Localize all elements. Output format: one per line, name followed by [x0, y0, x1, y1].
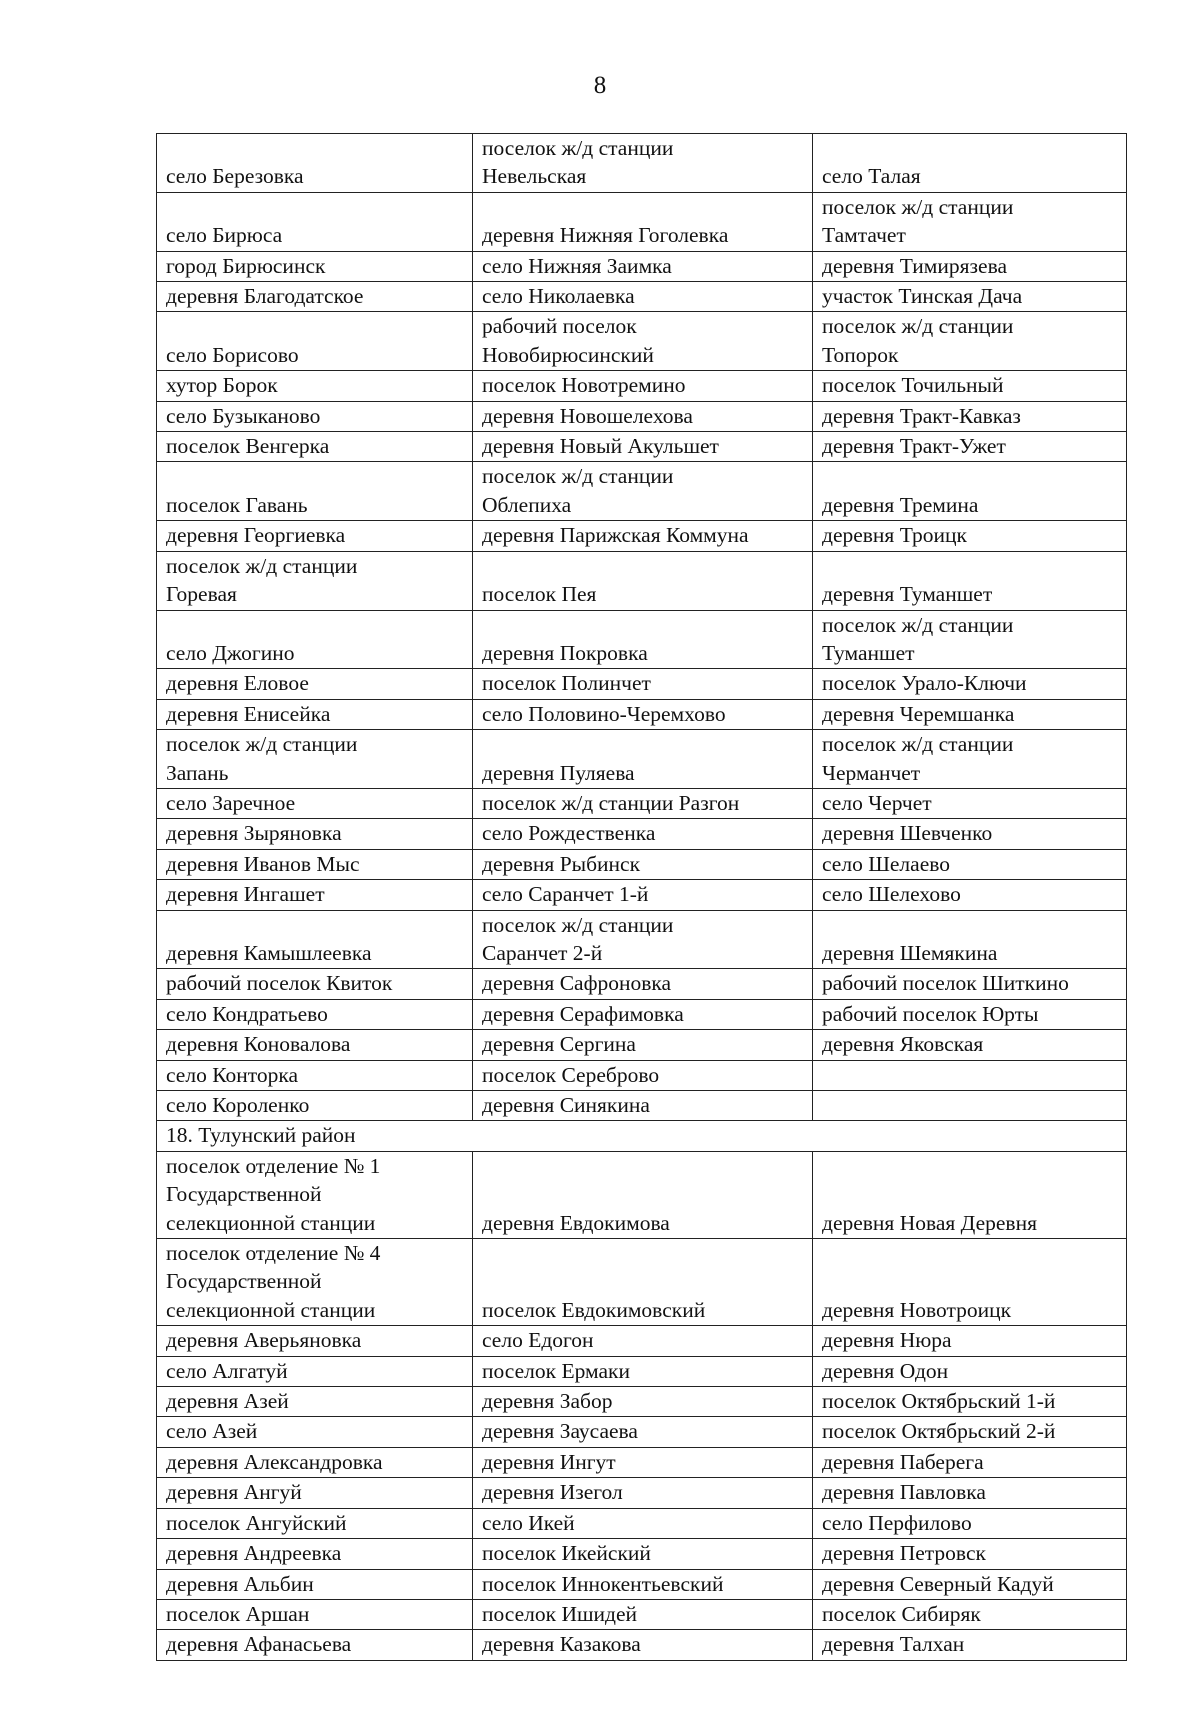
settlements-table-wrapper: [156, 133, 1126, 1661]
table-cell: деревня Туманшет: [813, 551, 1127, 610]
section-title: 18. Тулунский район: [157, 1121, 1127, 1151]
table-cell: деревня Евдокимова: [473, 1151, 813, 1238]
table-cell: деревня Камышлеевка: [157, 910, 473, 969]
table-row: [157, 1417, 1127, 1447]
table-cell: деревня Новый Акульшет: [473, 432, 813, 462]
table-row: [157, 312, 1127, 371]
table-cell: поселок ж/д станции Невельская: [473, 134, 813, 193]
table-row: [157, 880, 1127, 910]
table-cell: деревня Шевченко: [813, 819, 1127, 849]
table-cell: село Бузыканово: [157, 401, 473, 431]
settlements-table: [156, 133, 1127, 1661]
table-cell: деревня Ингашет: [157, 880, 473, 910]
table-cell: поселок ж/д станции Черманчет: [813, 730, 1127, 789]
table-cell: рабочий поселок Квиток: [157, 969, 473, 999]
table-row: [157, 610, 1127, 669]
table-cell: деревня Новая Деревня: [813, 1151, 1127, 1238]
table-row: [157, 669, 1127, 699]
table-cell: село Саранчет 1-й: [473, 880, 813, 910]
table-cell: рабочий поселок Новобирюсинский: [473, 312, 813, 371]
table-row: [157, 1630, 1127, 1660]
table-cell: деревня Аверьяновка: [157, 1326, 473, 1356]
table-cell: поселок Икейский: [473, 1539, 813, 1569]
table-cell: деревня Тремина: [813, 462, 1127, 521]
table-cell: деревня Афанасьева: [157, 1630, 473, 1660]
table-cell: рабочий поселок Юрты: [813, 999, 1127, 1029]
table-cell: поселок ж/д станции Тамтачет: [813, 192, 1127, 251]
table-cell: деревня Парижская Коммуна: [473, 521, 813, 551]
table-cell: деревня Паберега: [813, 1447, 1127, 1477]
table-cell: поселок ж/д станции Горевая: [157, 551, 473, 610]
table-row: [157, 1326, 1127, 1356]
table-row: [157, 1599, 1127, 1629]
table-cell: поселок Ангуйский: [157, 1508, 473, 1538]
table-cell: рабочий поселок Шиткино: [813, 969, 1127, 999]
table-cell: поселок Венгерка: [157, 432, 473, 462]
table-cell: деревня Нюра: [813, 1326, 1127, 1356]
table-cell: деревня Коновалова: [157, 1030, 473, 1060]
table-cell: поселок Гавань: [157, 462, 473, 521]
table-cell: поселок Сереброво: [473, 1060, 813, 1090]
table-cell: деревня Благодатское: [157, 282, 473, 312]
table-cell: деревня Тракт-Кавказ: [813, 401, 1127, 431]
table-row: [157, 462, 1127, 521]
table-row: [157, 1539, 1127, 1569]
table-cell: село Кондратьево: [157, 999, 473, 1029]
table-row: [157, 1478, 1127, 1508]
table-cell: деревня Черемшанка: [813, 699, 1127, 729]
table-cell: деревня Новошелехова: [473, 401, 813, 431]
table-cell: деревня Изегол: [473, 1478, 813, 1508]
table-cell: поселок ж/д станции Запань: [157, 730, 473, 789]
table-cell: деревня Петровск: [813, 1539, 1127, 1569]
table-cell: поселок ж/д станции Саранчет 2-й: [473, 910, 813, 969]
table-cell: участок Тинская Дача: [813, 282, 1127, 312]
table-cell: село Конторка: [157, 1060, 473, 1090]
table-cell: деревня Покровка: [473, 610, 813, 669]
table-row: [157, 1091, 1127, 1121]
table-row: [157, 1569, 1127, 1599]
table-cell: город Бирюсинск: [157, 251, 473, 281]
table-cell: село Шелаево: [813, 849, 1127, 879]
settlements-table-body: [157, 134, 1127, 1661]
table-row: [157, 969, 1127, 999]
table-cell: поселок Аршан: [157, 1599, 473, 1629]
table-cell: поселок ж/д станции Топорок: [813, 312, 1127, 371]
table-cell: село Азей: [157, 1417, 473, 1447]
table-cell: деревня Северный Кадуй: [813, 1569, 1127, 1599]
table-cell: деревня Иванов Мыс: [157, 849, 473, 879]
table-cell: деревня Альбин: [157, 1569, 473, 1599]
table-cell: деревня Азей: [157, 1387, 473, 1417]
table-cell: деревня Троицк: [813, 521, 1127, 551]
table-cell: деревня Андреевка: [157, 1539, 473, 1569]
table-row: [157, 371, 1127, 401]
table-cell: деревня Талхан: [813, 1630, 1127, 1660]
table-cell: деревня Рыбинск: [473, 849, 813, 879]
table-cell: деревня Казакова: [473, 1630, 813, 1660]
table-cell: деревня Енисейка: [157, 699, 473, 729]
table-cell: деревня Сафроновка: [473, 969, 813, 999]
table-row: [157, 1030, 1127, 1060]
table-row: [157, 282, 1127, 312]
table-row: [157, 1151, 1127, 1238]
table-cell: поселок Ишидей: [473, 1599, 813, 1629]
table-row: [157, 1508, 1127, 1538]
table-cell: поселок Октябрьский 1-й: [813, 1387, 1127, 1417]
table-cell: село Перфилово: [813, 1508, 1127, 1538]
table-cell: деревня Яковская: [813, 1030, 1127, 1060]
table-cell: поселок ж/д станции Облепиха: [473, 462, 813, 521]
table-cell: деревня Одон: [813, 1356, 1127, 1386]
table-cell: деревня Заусаева: [473, 1417, 813, 1447]
table-cell: [813, 1060, 1127, 1090]
table-cell: село Рождественка: [473, 819, 813, 849]
table-cell: село Алгатуй: [157, 1356, 473, 1386]
table-cell: поселок Октябрьский 2-й: [813, 1417, 1127, 1447]
table-cell: поселок Сибиряк: [813, 1599, 1127, 1629]
table-cell: поселок Ермаки: [473, 1356, 813, 1386]
table-cell: село Борисово: [157, 312, 473, 371]
table-row: [157, 849, 1127, 879]
table-row: [157, 1060, 1127, 1090]
table-cell: село Талая: [813, 134, 1127, 193]
table-row: [157, 1356, 1127, 1386]
table-cell: поселок ж/д станции Туманшет: [813, 610, 1127, 669]
table-cell: поселок отделение № 1 Государственной селекционной станции: [157, 1151, 473, 1238]
table-cell: село Джогино: [157, 610, 473, 669]
table-cell: поселок Новотремино: [473, 371, 813, 401]
table-cell: село Нижняя Заимка: [473, 251, 813, 281]
table-cell: поселок отделение № 4 Государственной селекционной станции: [157, 1239, 473, 1326]
table-cell: деревня Нижняя Гоголевка: [473, 192, 813, 251]
table-cell: поселок Полинчет: [473, 669, 813, 699]
table-cell: село Короленко: [157, 1091, 473, 1121]
table-cell: деревня Александровка: [157, 1447, 473, 1477]
table-row: [157, 551, 1127, 610]
table-row: [157, 1239, 1127, 1326]
table-cell: деревня Тракт-Ужет: [813, 432, 1127, 462]
table-cell: деревня Сергина: [473, 1030, 813, 1060]
table-cell: село Березовка: [157, 134, 473, 193]
table-cell: поселок Урало-Ключи: [813, 669, 1127, 699]
table-row: [157, 1387, 1127, 1417]
table-cell: село Николаевка: [473, 282, 813, 312]
table-row: [157, 819, 1127, 849]
table-cell: деревня Георгиевка: [157, 521, 473, 551]
table-cell: поселок Пея: [473, 551, 813, 610]
table-cell: поселок ж/д станции Разгон: [473, 788, 813, 818]
table-cell: село Бирюса: [157, 192, 473, 251]
table-row: [157, 999, 1127, 1029]
table-cell: село Черчет: [813, 788, 1127, 818]
table-cell: хутор Борок: [157, 371, 473, 401]
table-cell: деревня Пуляева: [473, 730, 813, 789]
table-row: [157, 1447, 1127, 1477]
table-row: [157, 401, 1127, 431]
table-row: [157, 432, 1127, 462]
table-cell: деревня Синякина: [473, 1091, 813, 1121]
table-cell: село Заречное: [157, 788, 473, 818]
table-row: [157, 521, 1127, 551]
table-cell: деревня Забор: [473, 1387, 813, 1417]
table-cell: село Икей: [473, 1508, 813, 1538]
table-cell: деревня Зыряновка: [157, 819, 473, 849]
table-cell: деревня Шемякина: [813, 910, 1127, 969]
table-cell: [813, 1091, 1127, 1121]
table-cell: деревня Новотроицк: [813, 1239, 1127, 1326]
table-row: [157, 192, 1127, 251]
table-row: [157, 730, 1127, 789]
table-row: [157, 788, 1127, 818]
table-cell: поселок Иннокентьевский: [473, 1569, 813, 1599]
table-cell: поселок Точильный: [813, 371, 1127, 401]
table-cell: деревня Тимирязева: [813, 251, 1127, 281]
table-row: [157, 699, 1127, 729]
section-row: [157, 1121, 1127, 1151]
table-row: [157, 134, 1127, 193]
table-cell: село Шелехово: [813, 880, 1127, 910]
table-cell: деревня Павловка: [813, 1478, 1127, 1508]
table-cell: поселок Евдокимовский: [473, 1239, 813, 1326]
table-cell: село Едогон: [473, 1326, 813, 1356]
table-row: [157, 910, 1127, 969]
table-cell: деревня Ингут: [473, 1447, 813, 1477]
page-number: 8: [593, 72, 607, 99]
table-row: [157, 251, 1127, 281]
table-cell: деревня Ангуй: [157, 1478, 473, 1508]
table-cell: деревня Еловое: [157, 669, 473, 699]
table-cell: деревня Серафимовка: [473, 999, 813, 1029]
table-cell: село Половино-Черемхово: [473, 699, 813, 729]
